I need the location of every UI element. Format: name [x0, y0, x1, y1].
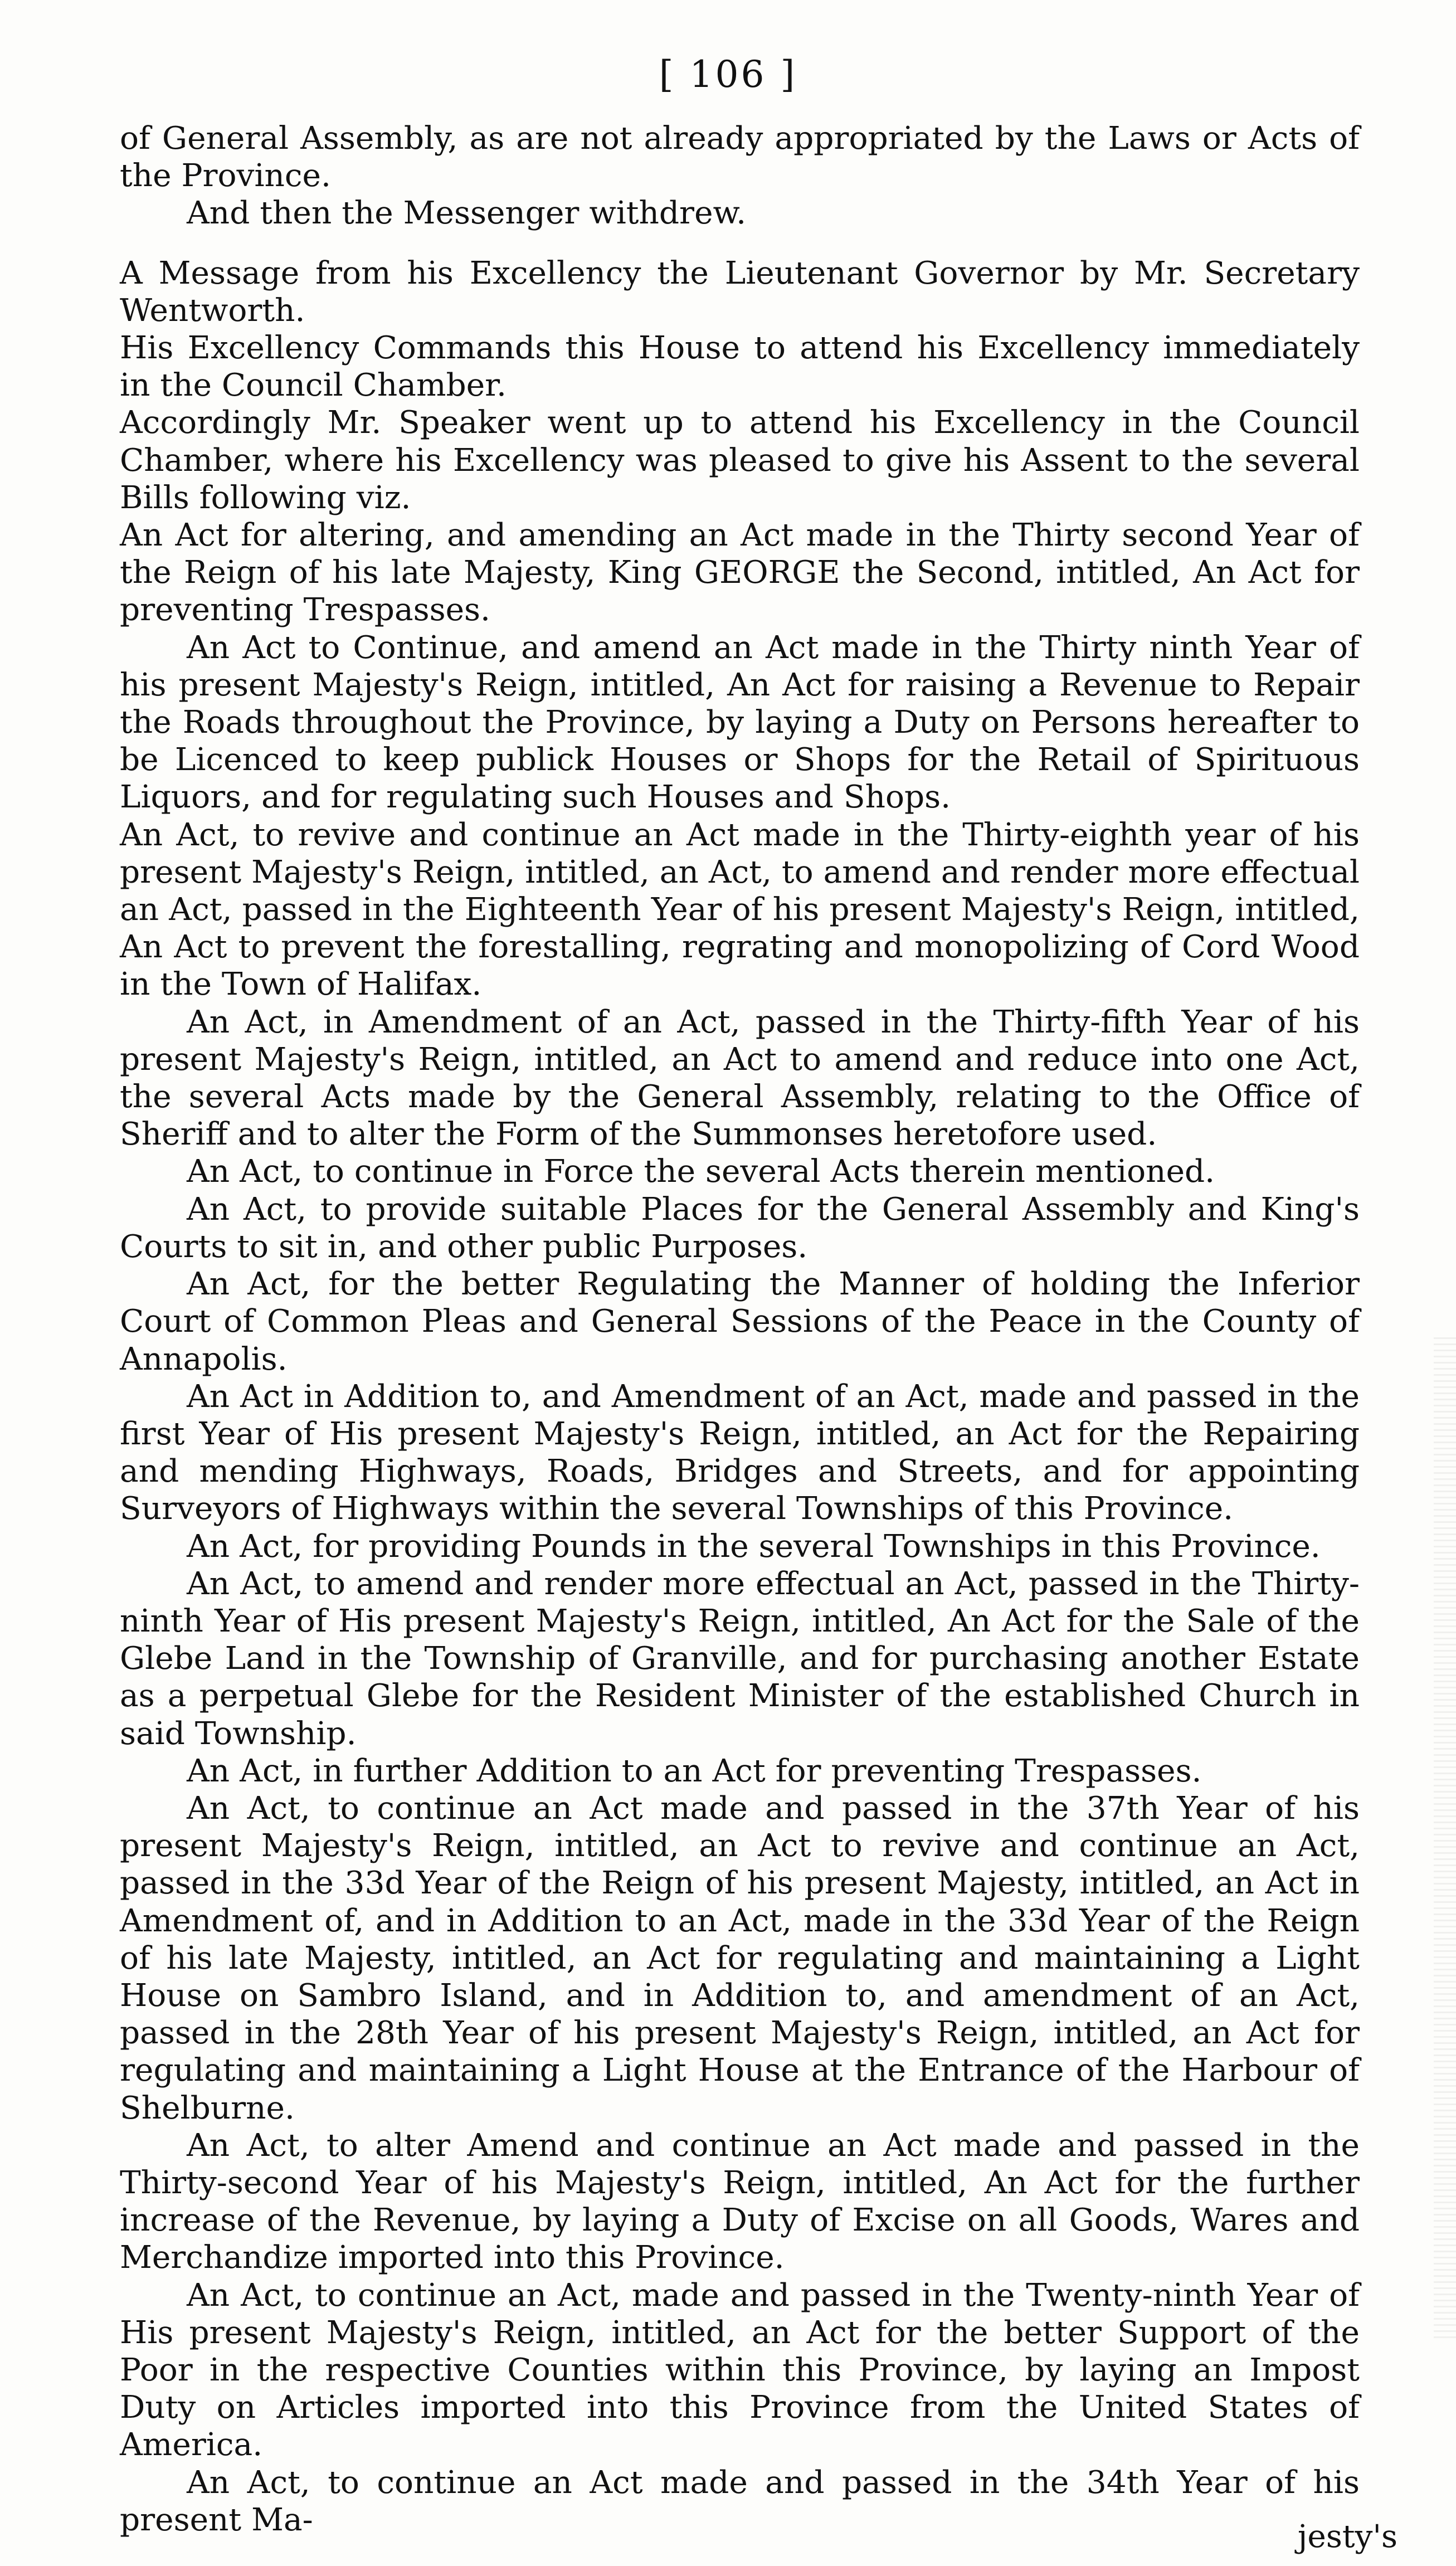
paragraph: An Act for altering, and amending an Act made in the Thirty second Year of the Reign of his late Majesty, King GEORGE the Second, intitled, An Act for preventing Trespasses. [120, 517, 1360, 629]
paragraph: An Act, for the better Regulating the Manner of holding the Inferior Court of Common Pleas and General Sessions of the Peace in the County of Annapolis. [120, 1266, 1360, 1377]
paragraph: An Act, to continue an Act made and passed in the 37th Year of his present Majesty's Reign, intitled, an Act to revive and continue an Act, passed in the 33d Year of the Reign of his present Majesty, intitled, an Act in Amendment of, and in Addition to an Act, made in the 33d Year of the Reign of his late Majesty, intitled, an Act for regulating and maintaining a Light House on Sambro Island, and in Addition to, and amendment of an Act, passed in the 28th Year of his present Majesty's Reign, intitled, an Act for regulating and maintaining a Light House at the Entrance of the Harbour of Shelburne. [120, 1790, 1360, 2126]
paragraph: His Excellency Commands this House to attend his Excellency immediately in the Council Chamber. [120, 330, 1360, 404]
page-number: [ 106 ] [659, 53, 797, 96]
paragraph: An Act, to revive and continue an Act made in the Thirty-eighth year of his present Majesty's Reign, intitled, an Act, to amend and render more effectual an Act, passed in the Eighteenth Year of his present Majesty's Reign, intitled, An Act to prevent the forestalling, regrating and monopolizing of Cord Wood in the Town of Halifax. [120, 816, 1360, 1003]
paragraph: An Act, in Amendment of an Act, passed in the Thirty-fifth Year of his present Majesty's Reign, intitled, an Act to amend and reduce into one Act, the several Acts made by the General Assembly, relating to the Office of Sheriff and to alter the Form of the Summonses heretofore used. [120, 1004, 1360, 1153]
paragraph: An Act, to continue in Force the several Acts therein mentioned. [187, 1153, 1215, 1190]
body-text [120, 120, 1360, 2539]
paragraph: An Act, to provide suitable Places for the General Assembly and King's Courts to sit in, and other public Purposes. [120, 1191, 1360, 1265]
paragraph: An Act to Continue, and amend an Act made in the Thirty ninth Year of his present Majesty's Reign, intitled, An Act for raising a Revenue to Repair the Roads throughout the Province, by laying a Duty on Persons hereafter to be Licenced to keep publick Houses or Shops for the Retail of Spirituous Liquors, and for regulating such Houses and Shops. [120, 629, 1360, 816]
paragraph: An Act in Addition to, and Amendment of an Act, made and passed in the first Year of His present Majesty's Reign, intitled, an Act for the Repairing and mending Highways, Roads, Bridges and Streets, and for appointing Surveyors of Highways within the several Townships of this Province. [120, 1378, 1360, 1527]
paragraph: of General Assembly, as are not already appropriated by the Laws or Acts of the Province. [120, 120, 1360, 194]
paragraph: An Act, to alter Amend and continue an Act made and passed in the Thirty-second Year of his Majesty's Reign, intitled, An Act for the further increase of the Revenue, by laying a Duty of Excise on all Goods, Wares and Merchandize imported into this Province. [120, 2127, 1360, 2276]
paragraph: An Act, for providing Pounds in the several Townships in this Province. [187, 1528, 1321, 1565]
page-edge-texture [1434, 1337, 1456, 2340]
paragraph: And then the Messenger withdrew. [187, 195, 747, 232]
paragraph: An Act, to continue an Act, made and passed in the Twenty-ninth Year of His present Majesty's Reign, intitled, an Act for the better Support of the Poor in the respective Counties within this Province, by laying an Impost Duty on Articles imported into this Province from the United States of America. [120, 2277, 1360, 2463]
paragraph: Accordingly Mr. Speaker went up to attend his Excellency in the Council Chamber, where his Excellency was pleased to give his Assent to the several Bills following viz. [120, 405, 1360, 516]
paragraph: An Act, in further Addition to an Act for preventing Trespasses. [187, 1752, 1202, 1789]
paragraph: An Act, to amend and render more effectual an Act, passed in the Thirty-ninth Year of His present Majesty's Reign, intitled, An Act for the Sale of the Glebe Land in the Township of Granville, and for purchasing another Estate as a perpetual Glebe for the Resident Minister of the established Church in said Township. [120, 1565, 1360, 1752]
paragraph: An Act, to continue an Act made and passed in the 34th Year of his present Ma- [120, 2464, 1360, 2538]
paragraph: A Message from his Excellency the Lieutenant Governor by Mr. Secretary Wentworth. [120, 255, 1360, 329]
catchword: jesty's [1297, 2519, 1397, 2555]
